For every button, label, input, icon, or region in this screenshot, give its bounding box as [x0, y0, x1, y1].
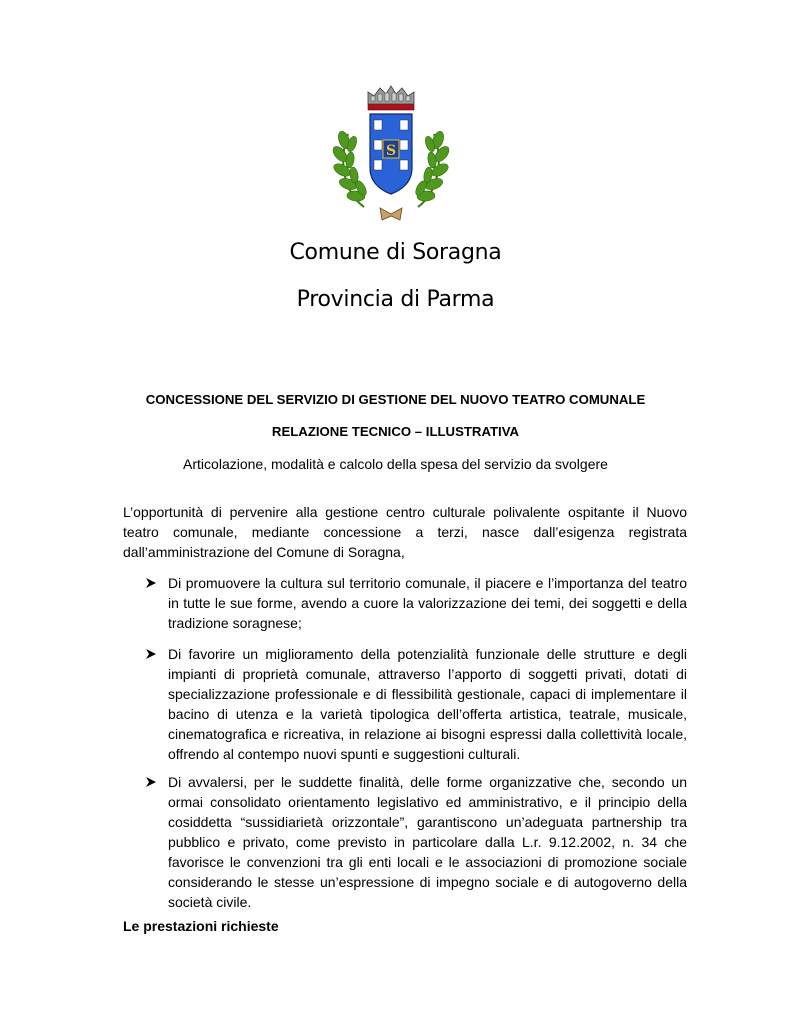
list-item — [144, 573, 687, 633]
document-description: Articolazione, modalità e calcolo della spesa del servizio da svolgere — [183, 456, 608, 472]
provincia-heading: Provincia di Parma — [296, 287, 495, 312]
document-title: CONCESSIONE DEL SERVIZIO DI GESTIONE DEL NUOVO TEATRO COMUNALE — [145, 392, 646, 407]
arrowhead-bullet-icon — [144, 573, 158, 593]
arrowhead-bullet-icon — [144, 644, 158, 664]
intro-paragraph: L’opportunità di pervenire alla gestione centro culturale polivalente ospitante il Nuovo teatro comunale, mediante concessione a terzi, nasce dall’esigenza registrata dall’amministrazione del Comune di Soragna, — [123, 504, 687, 560]
list-item-text: Di promuovere la cultura sul territorio comunale, il piacere e l’importanza del teatro in tutte le sue forme, avendo a cuore la valorizzazione dei temi, dei soggetti e della tradizione soragnese; — [168, 575, 687, 631]
list-item — [144, 772, 687, 912]
crest-letter: S — [385, 143, 397, 159]
coat-of-arms-icon — [330, 82, 452, 224]
document-subtitle: RELAZIONE TECNICO – ILLUSTRATIVA — [271, 424, 520, 439]
list-item-text: Di favorire un miglioramento della potenzialità funzionale delle strutture e degli impianti di proprietà comunale, attraverso l’apporto di soggetti privati, dotati di specializzazione professionale e di flessibilità gestionale, capaci di implementare il bacino di utenza e la varietà tipologica dell’offerta artistica, teatrale, musicale, cinematografica e ricreativa, in relazione ai bisogni espressi dalla collettività locale, offrendo al contempo nuovi spunti e suggestioni culturali. — [168, 646, 687, 762]
comune-heading: Comune di Soragna — [289, 240, 502, 265]
list-item — [144, 644, 687, 764]
section-heading: Le prestazioni richieste — [123, 918, 279, 934]
list-item-text: Di avvalersi, per le suddette finalità, delle forme organizzative che, secondo un ormai consolidato orientamento legislativo ed amministrativo, e il principio della cosiddetta “sussidiarietà orizzontale”, garantiscono un’adeguata partnership tra pubblico e privato, come previsto in particolare dalla L.r. 9.12.2002, n. 34 che favorisce le convenzioni tra gli enti locali e le associazioni di promozione sociale considerando le stesse un’espressione di impegno sociale e di autogoverno della società civile. — [168, 774, 687, 910]
arrowhead-bullet-icon — [144, 772, 158, 792]
